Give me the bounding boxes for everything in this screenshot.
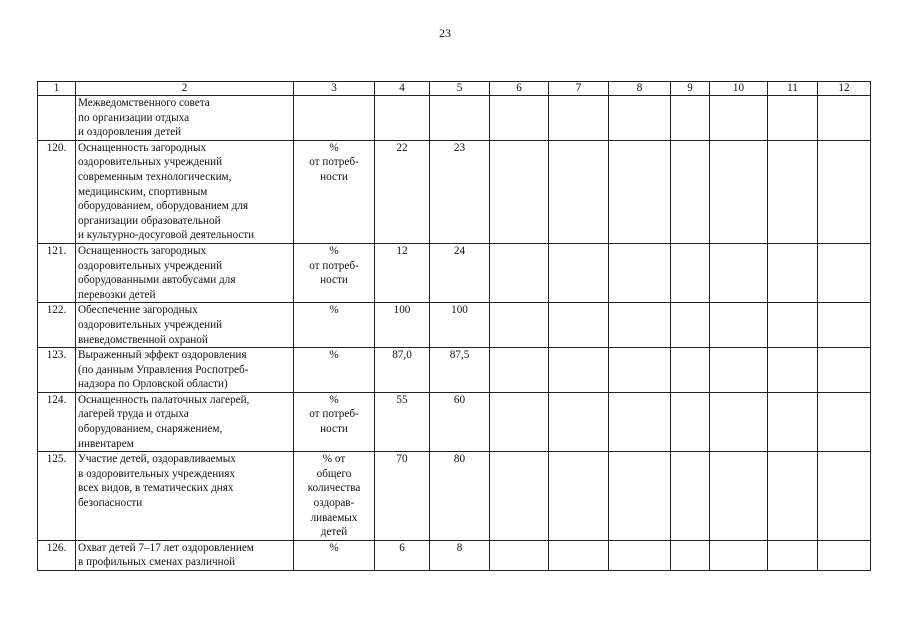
value-column-5: 23 — [430, 140, 490, 243]
column-header-5: 5 — [430, 82, 490, 96]
indicator-description: Межведомственного совета по организации отдыха и оздоровления детей — [76, 96, 294, 141]
empty-cell-column-7 — [549, 140, 609, 243]
empty-cell-column-6 — [490, 96, 549, 141]
empty-cell-column-12 — [818, 392, 871, 451]
unit-of-measure: % от общего количества оздорав- ливаемых детей — [294, 452, 375, 541]
indicator-description: Участие детей, оздоравливаемых в оздоровительных учреждениях всех видов, в тематических днях безопасности — [76, 452, 294, 541]
empty-cell-column-12 — [818, 452, 871, 541]
empty-cell-column-7 — [549, 243, 609, 302]
row-number: 120. — [38, 140, 76, 243]
table-row — [38, 392, 871, 451]
column-header-7: 7 — [549, 82, 609, 96]
empty-cell-column-6 — [490, 243, 549, 302]
column-header-10: 10 — [710, 82, 768, 96]
empty-cell-column-8 — [609, 540, 671, 570]
value-column-4: 87,0 — [375, 348, 430, 393]
value-column-5: 8 — [430, 540, 490, 570]
value-column-4: 22 — [375, 140, 430, 243]
empty-cell-column-9 — [671, 243, 710, 302]
empty-cell-column-6 — [490, 452, 549, 541]
value-column-4: 100 — [375, 303, 430, 348]
table-row — [38, 96, 871, 141]
unit-of-measure: % от потреб- ности — [294, 243, 375, 302]
empty-cell-column-7 — [549, 96, 609, 141]
column-header-3: 3 — [294, 82, 375, 96]
empty-cell-column-8 — [609, 243, 671, 302]
row-number: 126. — [38, 540, 76, 570]
empty-cell-column-11 — [768, 452, 818, 541]
column-header-9: 9 — [671, 82, 710, 96]
value-column-5: 87,5 — [430, 348, 490, 393]
column-header-8: 8 — [609, 82, 671, 96]
column-number-header-row — [38, 82, 871, 96]
value-column-4: 70 — [375, 452, 430, 541]
empty-cell-column-9 — [671, 540, 710, 570]
empty-cell-column-11 — [768, 392, 818, 451]
value-column-5: 24 — [430, 243, 490, 302]
value-column-4: 12 — [375, 243, 430, 302]
empty-cell-column-10 — [710, 452, 768, 541]
empty-cell-column-7 — [549, 303, 609, 348]
value-column-5: 100 — [430, 303, 490, 348]
empty-cell-column-9 — [671, 348, 710, 393]
empty-cell-column-9 — [671, 96, 710, 141]
empty-cell-column-12 — [818, 140, 871, 243]
value-column-5: 60 — [430, 392, 490, 451]
empty-cell-column-10 — [710, 540, 768, 570]
empty-cell-column-10 — [710, 140, 768, 243]
page-number: 23 — [439, 26, 451, 40]
empty-cell-column-9 — [671, 303, 710, 348]
empty-cell-column-6 — [490, 348, 549, 393]
empty-cell-column-11 — [768, 96, 818, 141]
empty-cell-column-12 — [818, 96, 871, 141]
table-row — [38, 243, 871, 302]
empty-cell-column-8 — [609, 392, 671, 451]
unit-of-measure: % — [294, 303, 375, 348]
column-header-1: 1 — [38, 82, 76, 96]
empty-cell-column-10 — [710, 348, 768, 393]
empty-cell-column-10 — [710, 243, 768, 302]
empty-cell-column-11 — [768, 303, 818, 348]
empty-cell-column-11 — [768, 540, 818, 570]
indicator-description: Оснащенность загородных оздоровительных учреждений оборудованными автобусами для перевозки детей — [76, 243, 294, 302]
unit-of-measure — [294, 96, 375, 141]
empty-cell-column-10 — [710, 392, 768, 451]
row-number: 123. — [38, 348, 76, 393]
empty-cell-column-8 — [609, 452, 671, 541]
empty-cell-column-7 — [549, 392, 609, 451]
empty-cell-column-6 — [490, 140, 549, 243]
empty-cell-column-10 — [710, 303, 768, 348]
column-header-2: 2 — [76, 82, 294, 96]
unit-of-measure: % от потреб- ности — [294, 392, 375, 451]
table-row — [38, 303, 871, 348]
unit-of-measure: % от потреб- ности — [294, 140, 375, 243]
indicators-table — [37, 81, 871, 571]
indicator-description: Выраженный эффект оздоровления (по данным Управления Роспотреб- надзора по Орловской области) — [76, 348, 294, 393]
indicator-description: Оснащенность загородных оздоровительных учреждений современным технологическим, медицинским, спортивным оборудованием, оборудованием для организации образовательной и культурно-досуговой деятельности — [76, 140, 294, 243]
table-row — [38, 452, 871, 541]
value-column-5: 80 — [430, 452, 490, 541]
empty-cell-column-10 — [710, 96, 768, 141]
empty-cell-column-8 — [609, 348, 671, 393]
indicator-description: Охват детей 7–17 лет оздоровлением в профильных сменах различной — [76, 540, 294, 570]
row-number: 122. — [38, 303, 76, 348]
table-row — [38, 140, 871, 243]
row-number: 125. — [38, 452, 76, 541]
column-header-11: 11 — [768, 82, 818, 96]
empty-cell-column-6 — [490, 303, 549, 348]
row-number — [38, 96, 76, 141]
empty-cell-column-12 — [818, 303, 871, 348]
row-number: 124. — [38, 392, 76, 451]
empty-cell-column-8 — [609, 96, 671, 141]
empty-cell-column-8 — [609, 140, 671, 243]
empty-cell-column-8 — [609, 303, 671, 348]
empty-cell-column-11 — [768, 243, 818, 302]
value-column-4: 6 — [375, 540, 430, 570]
empty-cell-column-12 — [818, 540, 871, 570]
value-column-4: 55 — [375, 392, 430, 451]
empty-cell-column-6 — [490, 392, 549, 451]
empty-cell-column-11 — [768, 348, 818, 393]
empty-cell-column-12 — [818, 243, 871, 302]
empty-cell-column-9 — [671, 452, 710, 541]
empty-cell-column-9 — [671, 140, 710, 243]
empty-cell-column-9 — [671, 392, 710, 451]
indicator-description: Обеспечение загородных оздоровительных учреждений вневедомственной охраной — [76, 303, 294, 348]
table-row — [38, 348, 871, 393]
column-header-12: 12 — [818, 82, 871, 96]
indicator-description: Оснащенность палаточных лагерей, лагерей труда и отдыха оборудованием, снаряжением, инвентарем — [76, 392, 294, 451]
empty-cell-column-11 — [768, 140, 818, 243]
value-column-5 — [430, 96, 490, 141]
unit-of-measure: % — [294, 348, 375, 393]
column-header-4: 4 — [375, 82, 430, 96]
empty-cell-column-7 — [549, 452, 609, 541]
empty-cell-column-6 — [490, 540, 549, 570]
empty-cell-column-12 — [818, 348, 871, 393]
value-column-4 — [375, 96, 430, 141]
empty-cell-column-7 — [549, 540, 609, 570]
unit-of-measure: % — [294, 540, 375, 570]
table-row — [38, 540, 871, 570]
row-number: 121. — [38, 243, 76, 302]
empty-cell-column-7 — [549, 348, 609, 393]
column-header-6: 6 — [490, 82, 549, 96]
